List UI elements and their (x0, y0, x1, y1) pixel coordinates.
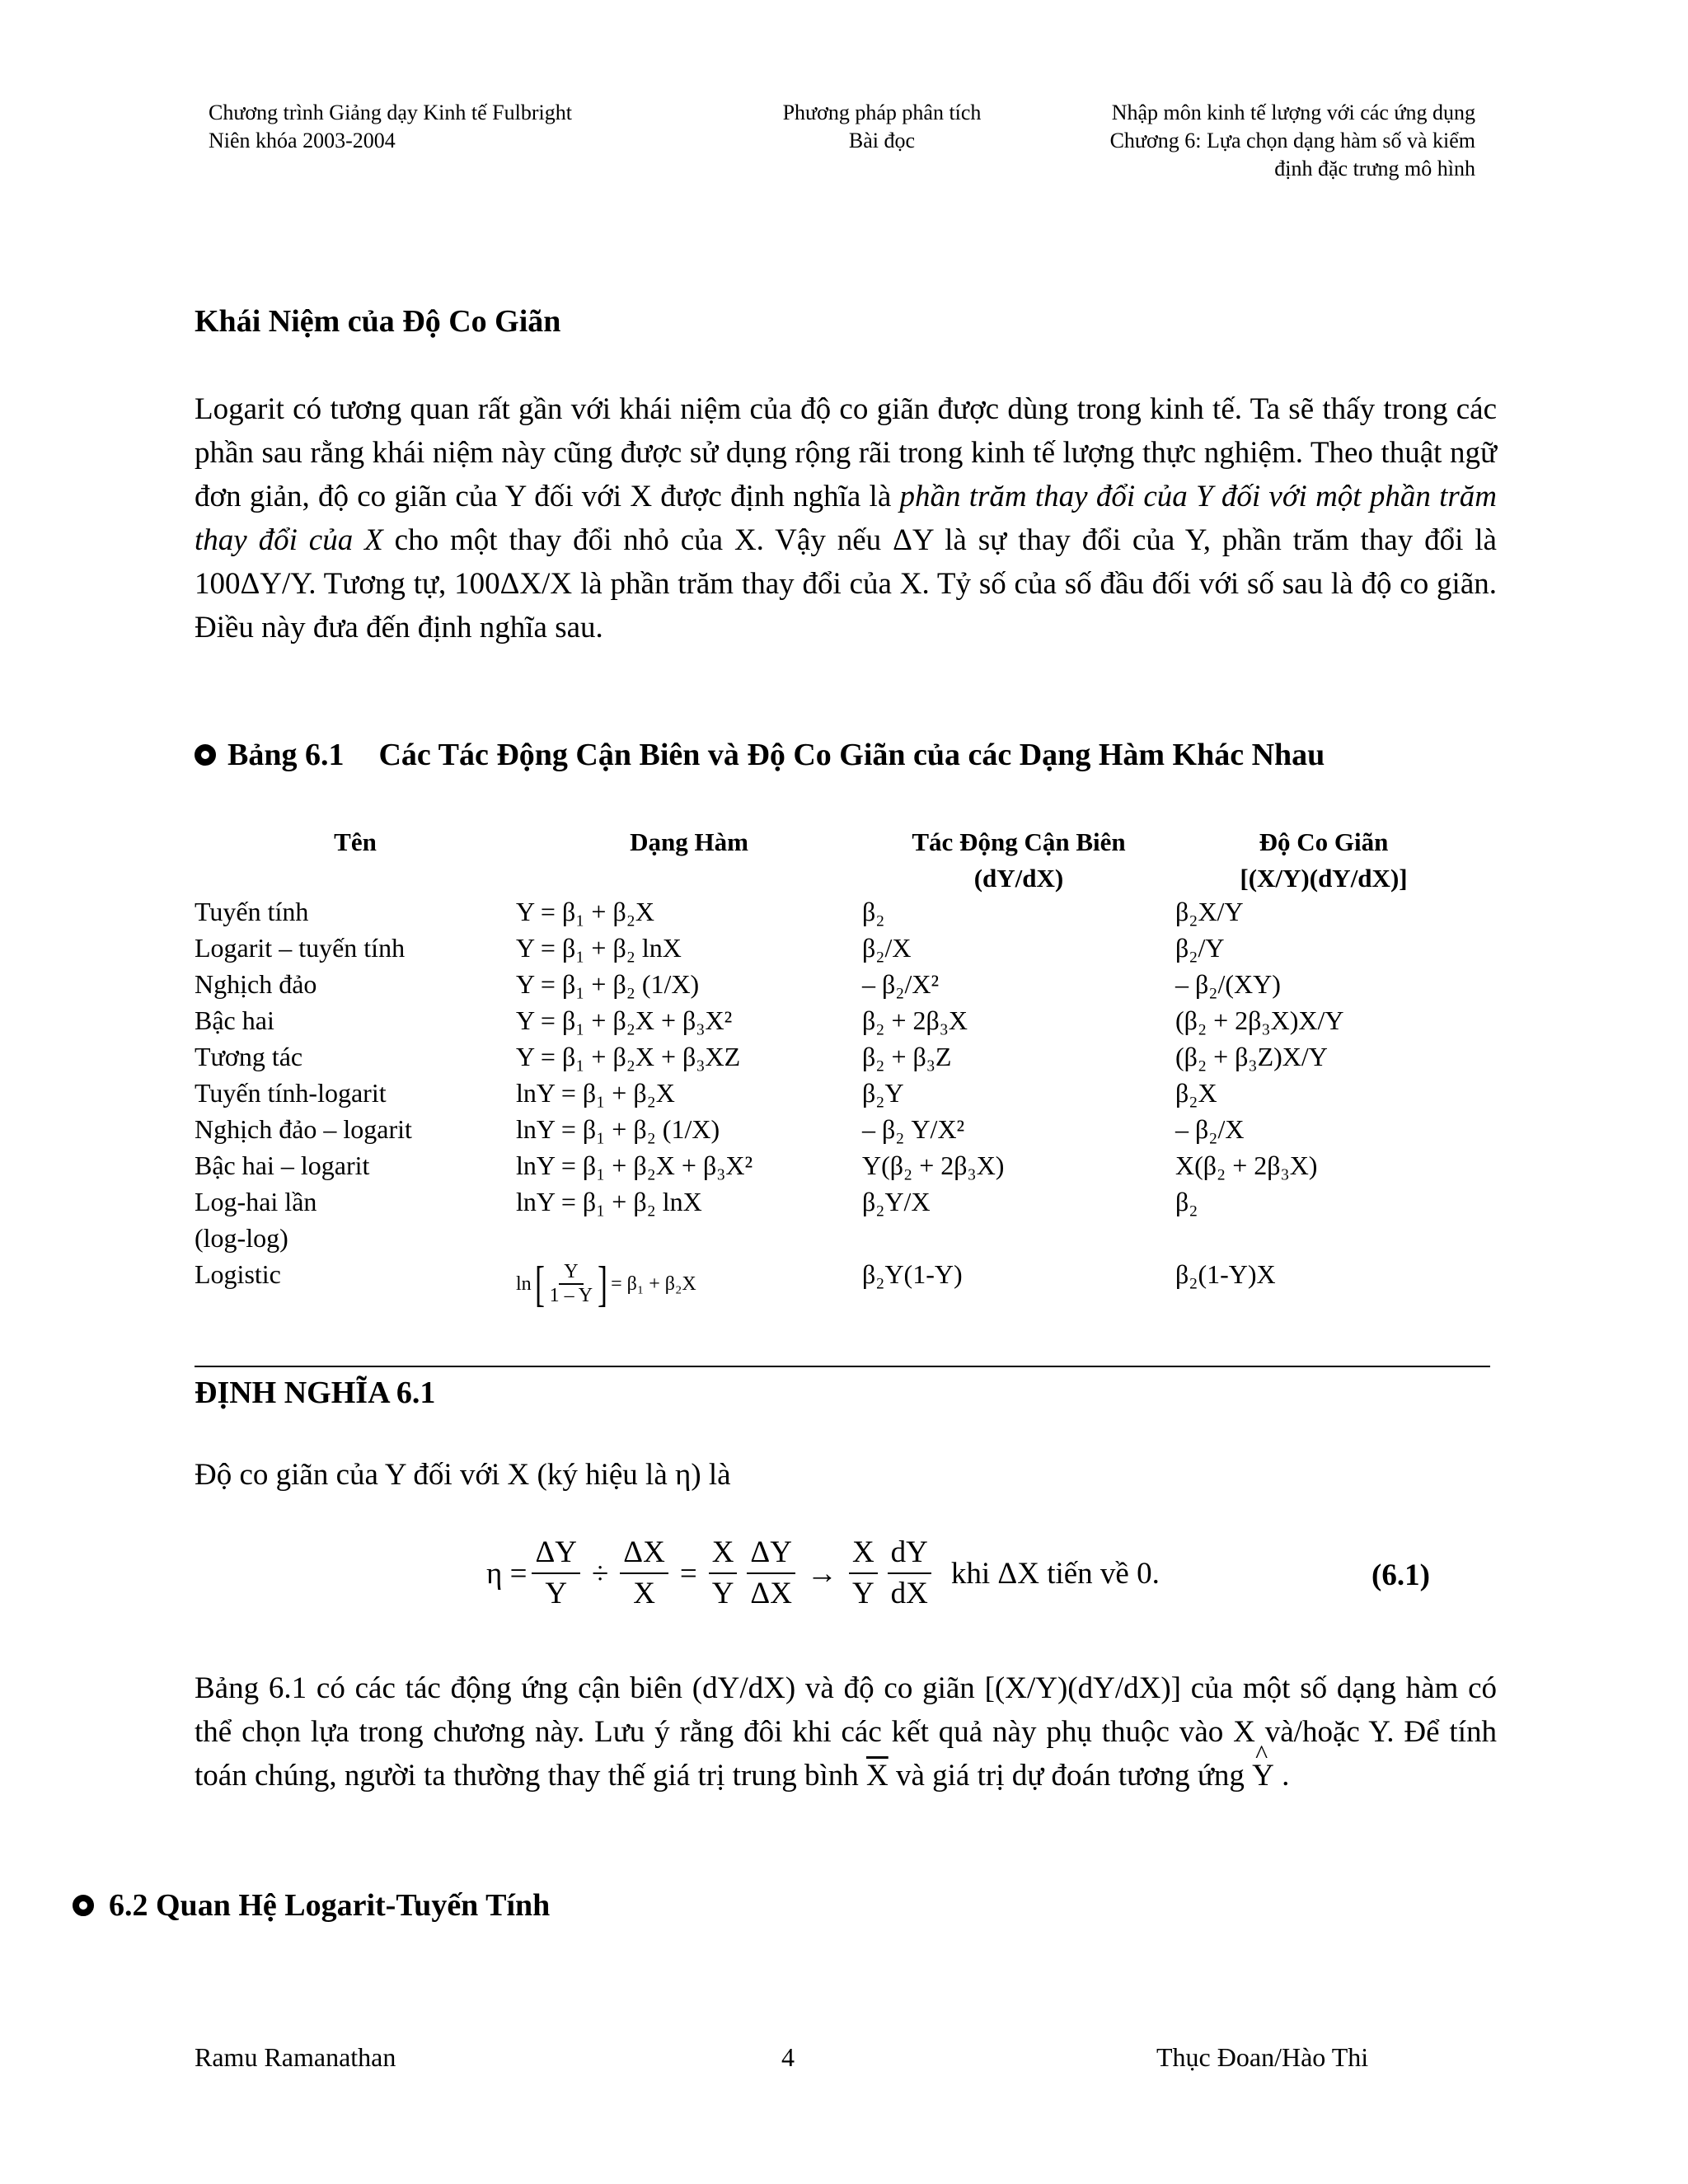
cell-marginal: β₂ (862, 897, 885, 926)
para-emphasis: phần trăm thay đổi của Y đối với một phần trăm thay đổi của X (195, 480, 1497, 557)
cell-elasticity: X(β₂ + 2β₃X) (1175, 1151, 1318, 1180)
note-text-b: và giá trị dự đoán tương ứng (888, 1759, 1253, 1793)
cell-form (516, 1259, 862, 1309)
frac-den: Y (545, 1577, 568, 1610)
cell-marginal: β₂Y (862, 1078, 904, 1108)
cell-name: Bậc hai – logarit (195, 1151, 370, 1180)
cell-marginal: – β₂ Y/X² (862, 1114, 965, 1144)
frac-x-y-2 (849, 1533, 878, 1614)
cell-elasticity: β₂(1-Y)X (1175, 1259, 1276, 1289)
arrow-sign: → (806, 1556, 837, 1591)
logistic-equation (516, 1259, 696, 1309)
logistic-numerator: Y (559, 1261, 583, 1285)
cell-name: Tuyến tính-logarit (195, 1078, 387, 1108)
cell-elasticity: β₂X (1175, 1078, 1217, 1108)
section-6-2-title (73, 1887, 550, 1924)
cell-elasticity (1175, 1223, 1472, 1259)
cell-form: lnY = β₁ + β₂ (1/X) (516, 1114, 720, 1144)
header-year: Niên khóa 2003-2004 (209, 129, 396, 152)
header-form: Dạng Hàm (630, 827, 748, 856)
table-row (195, 1223, 1472, 1259)
cell-name: Logistic (195, 1259, 281, 1289)
elasticity-paragraph (195, 387, 1497, 649)
frac-num: dY (888, 1533, 931, 1574)
table-header-row (195, 824, 1472, 860)
cell-elasticity: – β₂/X (1175, 1114, 1245, 1144)
table-row-logistic (195, 1259, 1472, 1309)
table-row (195, 969, 1472, 1005)
cell-elasticity: β₂X/Y (1175, 897, 1244, 926)
logistic-rhs: = β₁ + β₂X (611, 1272, 696, 1295)
cell-form: lnY = β₁ + β₂X (516, 1078, 675, 1108)
frac-dy-y (532, 1533, 580, 1614)
y-hat: ^ Y (1252, 1754, 1274, 1797)
cell-name: Bậc hai (195, 1005, 274, 1035)
table-row (195, 1005, 1472, 1042)
elasticity-equation (486, 1533, 1160, 1614)
table-row (195, 1187, 1472, 1223)
right-bracket: ] (598, 1257, 608, 1311)
table-row (195, 897, 1472, 933)
cell-marginal: β₂Y/X (862, 1187, 931, 1216)
cell-form (516, 1223, 862, 1259)
subheader-marginal: (dY/dX) (973, 864, 1064, 893)
cell-elasticity: (β₂ + β₃Z)X/Y (1175, 1042, 1328, 1071)
cell-elasticity: – β₂/(XY) (1175, 969, 1281, 999)
cell-name: Tương tác (195, 1042, 303, 1071)
cell-marginal (862, 1223, 1175, 1259)
cell-name: Nghịch đảo – logarit (195, 1114, 412, 1144)
frac-den: Y (851, 1577, 874, 1610)
subheader-name (195, 860, 516, 897)
cell-name: (log-log) (195, 1223, 288, 1253)
header-name: Tên (334, 827, 377, 856)
definition-title: ĐỊNH NGHĨA 6.1 (195, 1376, 436, 1410)
frac-num: ΔY (747, 1533, 795, 1574)
cell-marginal: Y(β₂ + 2β₃X) (862, 1151, 1005, 1180)
footer-translators: Thục Đoan/Hào Thi (1156, 2042, 1369, 2072)
eq-lhs: η = (486, 1556, 528, 1591)
table-row (195, 1078, 1472, 1114)
eq-tail: khi ΔX tiến về 0. (950, 1556, 1160, 1591)
header-program: Chương trình Giảng dạy Kinh tế Fulbright (209, 101, 572, 124)
frac-den: dX (890, 1577, 928, 1610)
cell-form: Y = β₁ + β₂X (516, 897, 654, 926)
cell-name: Tuyến tính (195, 897, 309, 926)
subheader-elasticity: [(X/Y)(dY/dX)] (1240, 864, 1408, 893)
table-number: Bảng 6.1 (227, 738, 345, 772)
header-course: Nhập môn kinh tế lượng với các ứng dụng (1111, 101, 1475, 124)
bullet-icon (73, 1895, 94, 1916)
equation-number: (6.1) (1372, 1558, 1430, 1592)
cell-marginal: β₂ + 2β₃X (862, 1005, 968, 1035)
table-row (195, 1151, 1472, 1187)
cell-name: Log-hai lần (195, 1187, 317, 1216)
header-elasticity: Độ Co Giãn (1259, 827, 1389, 856)
para-text-a: Logarit có tương quan rất gần với khái niệm của độ co giãn được dùng trong kinh tế. Ta sẽ thấy trong các phần sau rằng khái niệm này cũng được sử dụng rộng rãi trong kinh tế lượng thực nghiệm. Theo thuật ngữ đơn giản, độ co giãn của Y đối với X được định nghĩa là (195, 392, 1497, 513)
header-marginal: Tác Động Cận Biên (912, 827, 1126, 856)
cell-form: lnY = β₁ + β₂ lnX (516, 1187, 702, 1216)
para-text-b: cho một thay đổi nhỏ của X. Vậy nếu ΔY là sự thay đổi của Y, phần trăm thay đổi là 100ΔY/Y. Tương tự, 100ΔX/X là phần trăm thay đổi của X. Tỷ số của số đầu đối với số sau là độ co giãn. Điều này đưa đến định nghĩa sau. (195, 523, 1497, 644)
table-title (195, 737, 1325, 773)
table-caption: Các Tác Động Cận Biên và Độ Co Giãn của các Dạng Hàm Khác Nhau (378, 738, 1325, 772)
frac-num: X (709, 1533, 738, 1574)
functional-forms-table (195, 824, 1472, 1309)
frac-num: ΔY (532, 1533, 580, 1574)
header-center (742, 99, 1022, 155)
header-reading: Bài đọc (848, 129, 916, 152)
note-text-a: Bảng 6.1 có các tác động ứng cận biên (dY/dX) và độ co giãn [(X/Y)(dY/dX)] của một số dạng hàm có thể chọn lựa trong chương này. Lưu ý rằng đôi khi các kết quả này phụ thuộc vào X và/hoặc Y. Để tính toán chúng, người ta thường thay thế giá trị trung bình (195, 1671, 1497, 1793)
cell-form: Y = β₁ + β₂X + β₃X² (516, 1005, 733, 1035)
table-note-paragraph (195, 1666, 1497, 1797)
frac-den: ΔX (750, 1577, 792, 1610)
cell-marginal: β₂Y(1-Y) (862, 1259, 963, 1289)
cell-form: Y = β₁ + β₂X + β₃XZ (516, 1042, 741, 1071)
frac-dy-dx (747, 1533, 795, 1614)
cell-form: Y = β₁ + β₂ lnX (516, 933, 682, 963)
header-right (1110, 99, 1475, 183)
footer-author: Ramu Ramanathan (195, 2042, 396, 2072)
frac-dx-x (620, 1533, 668, 1614)
logistic-fraction (550, 1261, 593, 1307)
note-text-c: . (1273, 1759, 1290, 1793)
table-row (195, 1114, 1472, 1151)
logistic-ln: ln (516, 1272, 532, 1295)
header-chapter-cont: định đặc trưng mô hình (1274, 157, 1475, 180)
header-left (209, 99, 572, 155)
frac-den: Y (711, 1577, 734, 1610)
cell-elasticity: β₂ (1175, 1187, 1198, 1216)
cell-name: Nghịch đảo (195, 969, 317, 999)
div-sign: ÷ (591, 1556, 609, 1591)
page-number: 4 (781, 2042, 795, 2072)
horizontal-rule (195, 1366, 1490, 1367)
cell-marginal: β₂/X (862, 933, 912, 963)
subheader-form (516, 860, 862, 897)
frac-num: X (849, 1533, 878, 1574)
table-subheader-row (195, 860, 1472, 897)
definition-intro: Độ co giãn của Y đối với X (ký hiệu là η) là (195, 1458, 731, 1492)
cell-elasticity: β₂/Y (1175, 933, 1225, 963)
bullet-icon (195, 744, 216, 766)
table-row (195, 1042, 1472, 1078)
logistic-denominator: 1 – Y (549, 1285, 593, 1306)
frac-num: ΔX (620, 1533, 668, 1574)
equals-sign: = (679, 1556, 697, 1591)
table-row (195, 933, 1472, 969)
section-title: Khái Niệm của Độ Co Giãn (195, 304, 561, 339)
cell-marginal: β₂ + β₃Z (862, 1042, 952, 1071)
x-bar: $\overline{X}$ (866, 1759, 889, 1793)
cell-form: lnY = β₁ + β₂X + β₃X² (516, 1151, 753, 1180)
frac-den: X (633, 1577, 655, 1610)
section-6-2-text: 6.2 Quan Hệ Logarit-Tuyến Tính (109, 1888, 551, 1923)
header-method: Phương pháp phân tích (782, 101, 982, 124)
frac-deriv (888, 1533, 931, 1614)
frac-x-y (709, 1533, 738, 1614)
cell-name: Logarit – tuyến tính (195, 933, 406, 963)
left-bracket: [ (534, 1257, 545, 1311)
header-chapter: Chương 6: Lựa chọn dạng hàm số và kiểm (1109, 129, 1475, 152)
cell-marginal: – β₂/X² (862, 969, 940, 999)
cell-elasticity: (β₂ + 2β₃X)X/Y (1175, 1005, 1344, 1035)
cell-form: Y = β₁ + β₂ (1/X) (516, 969, 700, 999)
